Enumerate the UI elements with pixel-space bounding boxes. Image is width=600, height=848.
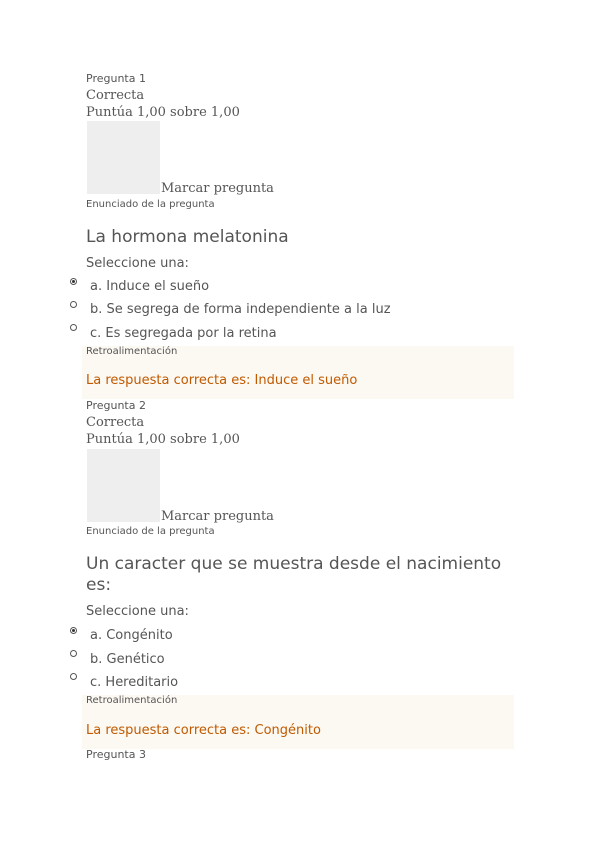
- question-number: Pregunta 3: [86, 748, 146, 761]
- question-stem-label: Enunciado de la pregunta: [86, 526, 215, 537]
- question-text: La hormona melatonina: [86, 227, 289, 247]
- flag-question-link[interactable]: Marcar pregunta: [161, 181, 274, 196]
- question-state: Correcta: [86, 415, 145, 430]
- option-label-a[interactable]: a. Induce el sueño: [90, 279, 210, 294]
- question-stem-label: Enunciado de la pregunta: [86, 199, 215, 210]
- question-text: Un caracter que se muestra desde el nacimiento es:: [86, 554, 502, 595]
- feedback-text: La respuesta correcta es: Induce el sueño: [86, 373, 358, 388]
- answer-prompt: Seleccione una:: [86, 256, 189, 271]
- feedback-label: Retroalimentación: [86, 695, 178, 706]
- flag-question-link[interactable]: Marcar pregunta: [161, 509, 274, 524]
- option-label-b[interactable]: b. Se segrega de forma independiente a la luz: [90, 302, 391, 317]
- option-radio-c[interactable]: [70, 324, 77, 331]
- feedback-label: Retroalimentación: [86, 346, 178, 357]
- option-label-c[interactable]: c. Hereditario: [90, 675, 179, 690]
- feedback-text: La respuesta correcta es: Congénito: [86, 723, 321, 738]
- question-grade: Puntúa 1,00 sobre 1,00: [86, 105, 240, 120]
- option-radio-a[interactable]: [70, 278, 77, 285]
- flag-icon[interactable]: [87, 121, 160, 194]
- question-state: Correcta: [86, 88, 145, 103]
- option-label-c[interactable]: c. Es segregada por la retina: [90, 326, 277, 341]
- option-label-a[interactable]: a. Congénito: [90, 628, 173, 643]
- option-radio-c[interactable]: [70, 673, 77, 680]
- feedback-panel: [82, 695, 514, 749]
- question-number: Pregunta 1: [86, 72, 146, 85]
- option-radio-b[interactable]: [70, 650, 77, 657]
- feedback-panel: [82, 346, 514, 399]
- answer-prompt: Seleccione una:: [86, 604, 189, 619]
- option-label-b[interactable]: b. Genético: [90, 652, 165, 667]
- flag-icon[interactable]: [87, 449, 160, 522]
- question-number: Pregunta 2: [86, 399, 146, 412]
- option-radio-b[interactable]: [70, 301, 77, 308]
- option-radio-a[interactable]: [70, 627, 77, 634]
- question-grade: Puntúa 1,00 sobre 1,00: [86, 432, 240, 447]
